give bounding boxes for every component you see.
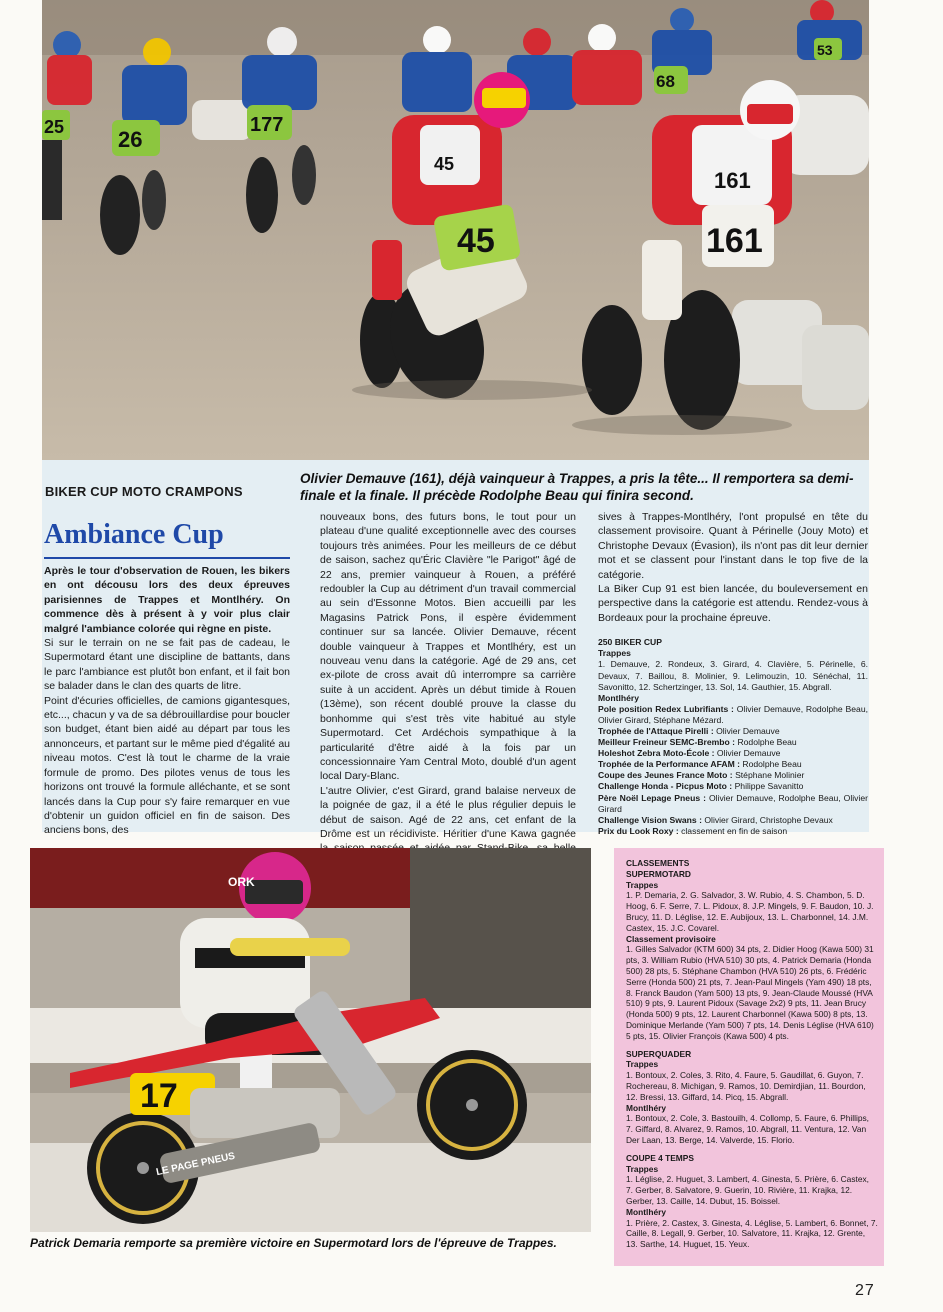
article-column-2	[320, 510, 576, 885]
results-subheading: Trappes	[598, 648, 631, 659]
bike-sponsor-text: LE PAGE PNEUS	[155, 1150, 237, 1179]
plate-68: 68	[656, 72, 675, 91]
paragraph: sives à Trappes-Montlhéry, l'ont propulsé en tête du classement provisoire. Quant à Périnelle (Jouy Moto) et Christophe Devaux (Évasion), ils n'ont pas dit leur dernier mot et se classent pour l'instant dans le top five de la catégorie.	[598, 511, 868, 581]
results-list: 1. Bontoux, 2. Coles, 3. Rito, 4. Faure, 5. Gaudillat, 6. Guyon, 7. Rochereau, 8. Michigan, 9. Ramos, 10. Demirdjian, 11. Bourdon, 12. Bressi, 13. Giffard, 14. Picq, 15. Abgrall.	[626, 1070, 866, 1102]
results-list: 1. P. Demaria, 2. G. Salvador, 3. W. Rubio, 4. S. Chambon, 5. D. Hoog, 6. F. Serre, 7. L. Pidoux, 8. J.P. Mingels, 9. F. Baudon, 10. J. Brucy, 11. D. Léglise, 12. E. Aubijoux, 13. L. Charbonnel, 14. J.M. Castex, 15. J.C. Covarel.	[626, 890, 874, 933]
box-heading: SUPERMOTARD	[626, 868, 691, 879]
article-column-1	[44, 564, 290, 838]
box-subheading: Montlhéry	[626, 1206, 667, 1217]
article-title: Ambiance Cup	[44, 519, 224, 550]
trophy-item: Trophée de l'Attaque Pirelli : Olivier Demauve	[598, 726, 780, 736]
trophy-item: Meilleur Freineur SEMC-Brembo : Rodolphe Beau	[598, 737, 797, 748]
trophy-item: Prix du Look Roxy : classement en fin de saison	[598, 825, 788, 836]
results-list: 1. Bontoux, 2. Cole, 3. Bastouilh, 4. Collomp, 5. Faure, 6. Phillips, 7. Giffard, 8. Alvarez, 9. Ramos, 10. Abgrall, 11. Ventura, 12. Van Der Laan, 13. Berge, 14. Valverde, 15. Florio.	[626, 1113, 870, 1145]
top-photo	[42, 0, 869, 460]
trophy-item: Trophée de la Performance AFAM : Rodolphe Beau	[598, 759, 802, 770]
article-kicker: BIKER CUP MOTO CRAMPONS	[45, 484, 243, 499]
results-list: 1. Gilles Salvador (KTM 600) 34 pts, 2. Didier Hoog (Kawa 500) 31 pts, 3. William Rubio (HVA 510) 30 pts, 4. Patrick Demaria (Honda 500) 28 pts, 5. Stéphane Chambon (HVA 510) 26 pts, 6. Frédéric Serre (Honda 500) 21 pts, 7. Jean-Paul Mingels (Yam 490) 18 pts, 8. Franck Baudon (Yam 500) 13 pts, 9. Jean-Claude Moussé (HVA 510) 9 pts, 9. Laurent Pidoux (Savage 2x2) 9 pts, 11. Jean Brucy (Honda 500) 9 pts, 12. Laurent Charbonnel (Kawa 500) 8 pts, 13. Dominique Merlande (Yam 500) 7 pts, 14. Denis Léglise (HVA 610) 5 pts, 15. Olivier François (Kawa 500) 4 pts.	[626, 944, 874, 1041]
trophy-item: Holeshot Zebra Moto-École : Olivier Demauve	[598, 748, 781, 759]
box-subheading: Trappes	[626, 1163, 659, 1174]
trophy-item: Père Noël Lepage Pneus : Olivier Demauve, Rodolphe Beau, Olivier Girard	[598, 792, 869, 814]
results-list: 1. Demauve, 2. Rondeux, 3. Girard, 4. Clavière, 5. Périnelle, 6. Devaux, 7. Baillou, 8. Molinier, 9. Lelimouzin, 10. Sénéchal, 11. Savonitto, 12. Schertzinger, 13. Sol, 14. Gauthier, 15. Abgrall.	[598, 659, 868, 692]
results-subheading: Montlhéry	[598, 692, 640, 703]
box-subheading: Classement provisoire	[626, 933, 716, 944]
trophy-item: Coupe des Jeunes France Moto : Stéphane Molinier	[598, 770, 805, 781]
paragraph: La Biker Cup 91 est bien lancée, du bouleversement en perspective dans la catégorie est attendu. Rendez-vous à Bordeaux pour la prochaine épreuve.	[598, 583, 868, 624]
trophy-item: Pole position Redex Lubrifiants : Olivier Demauve, Rodolphe Beau, Olivier Girard, Stéphane Mézard.	[598, 703, 868, 725]
trophy-item: Challenge Honda - Picpus Moto : Philippe Savanitto	[598, 781, 804, 792]
results-list: 1. Léglise, 2. Huguet, 3. Lambert, 4. Ginesta, 5. Prière, 6. Castex, 7. Gerber, 8. Salvatore, 9. Guerin, 10. Rivière, 11. Krajka, 12. Gerber, 13. Caille, 14. Dubut, 15. Boissel.	[626, 1174, 870, 1206]
box-subheading: Trappes	[626, 1059, 659, 1070]
paragraph: Point d'écuries officielles, de camions gigantesques, etc..., chacun y va de sa débrouillardise pour boucler son budget, étant bien aidé au départ par tous les annonceurs, et partant sur le même pied d'égalité au niveau motos. C'est là tout le charme de la vraie formule de promo. Des pilotes venus de tous les horizons ont trouvé la formule alléchante, et se sont lancés dans la Cup pour s'y faire remarquer en vue d'obtenir un guidon officiel en fin de saison. Des anciens bons, des	[44, 694, 290, 837]
box-heading: COUPE 4 TEMPS	[626, 1152, 694, 1163]
plate-161: 161	[706, 222, 763, 260]
plate-45: 45	[457, 222, 495, 260]
trophy-item: Challenge Vision Swans : Olivier Girard, Christophe Devaux	[598, 814, 833, 825]
helmet-logo: ORK	[228, 875, 255, 889]
plate-25: 25	[44, 117, 65, 137]
plate-17: 17	[140, 1077, 178, 1115]
classements-box	[614, 848, 884, 1266]
paragraph: L'autre Olivier, c'est Girard, grand balaise nerveux de la poignée de gaz, il a été le plus régulier depuis le début de saison. Agé de 22 ans, cet enfant de la Drôme est un récidiviste. Héritier d'une Kawa gagnée	[320, 784, 576, 840]
box-heading: CLASSEMENTS	[626, 858, 690, 868]
svg-text:161: 161	[714, 168, 751, 193]
article-lead: Après le tour d'observation de Rouen, les bikers en ont décousu lors des deux épreuves parisiennes de Trappes et Montlhéry. On commence dès à présent à y voir plus clair malgré l'ambiance colorée qui règne en piste.	[44, 565, 290, 635]
article-column-3	[598, 510, 868, 837]
page-number: 27	[855, 1282, 875, 1299]
bottom-photo-caption: Patrick Demaria remporte sa première victoire en Supermotard lors de l'épreuve de Trappes.	[30, 1236, 557, 1250]
bottom-photo	[30, 848, 591, 1232]
plate-177: 177	[250, 114, 284, 136]
biker-cup-results	[598, 637, 868, 837]
box-subheading: Montlhéry	[626, 1102, 667, 1113]
top-photo-caption: Olivier Demauve (161), déjà vainqueur à Trappes, a pris la tête... Il remportera sa demi-finale et la finale. Il précède Rodolphe Beau qui finira second.	[300, 471, 854, 503]
box-heading: SUPERQUADER	[626, 1048, 692, 1059]
plate-26: 26	[118, 127, 143, 152]
results-list: 1. Prière, 2. Castex, 3. Ginesta, 4. Léglise, 5. Lambert, 6. Bonnet, 7. Caille, 8. Legall, 9. Gerber, 10. Salvatore, 11. Krajka, 12. Grente, 13. Sarthe, 14. Huguet, 15. Yeux.	[626, 1217, 878, 1250]
box-subheading: Trappes	[626, 879, 659, 890]
title-underline	[44, 557, 290, 559]
paragraph: Si sur le terrain on ne se fait pas de cadeau, le Supermotard étant une discipline de battants, dans le parc l'ambiance est plutôt bon enfant, et il fait bon se balader dans le clan des quarts de litre.	[44, 637, 290, 693]
plate-53: 53	[817, 42, 833, 58]
results-heading: 250 BIKER CUP	[598, 637, 662, 648]
svg-text:45: 45	[434, 154, 455, 174]
paragraph: nouveaux bons, des futurs bons, le tout pour un plateau d'une qualité exceptionnelle avec des courses toujours très animées. Pour les meilleurs de ce début de saison, sachez qu'Éric Clavière "le Parigot" âgé de 22 ans, premier vainqueur à Rouen, a préféré redoubler la Cup au détriment d'un travail commercial au sein d'Essonne Motos. Bien accueilli par les Magasins Patrick Pons, il espère évidemment continuer sur sa lancée. Olivier Demauve, récent double vainqueur à Trappes et Montlhéry, est un nouveau venu dans la catégorie. Agé de 29 ans, cet ex-pilote de cross avait dû interrompre sa carrière suite à un accident. Après un début timide à Rouen (13ème), son récent doublé prouve la classe du bonhomme qui s'est très vite habitué au style Supermotard. Cet Ardéchois sympathique à la particularité d'être aidé à la fois par un concessionnaire Yam Central Moto, doublé d'un agent local Dary-Blanc.	[320, 511, 576, 783]
